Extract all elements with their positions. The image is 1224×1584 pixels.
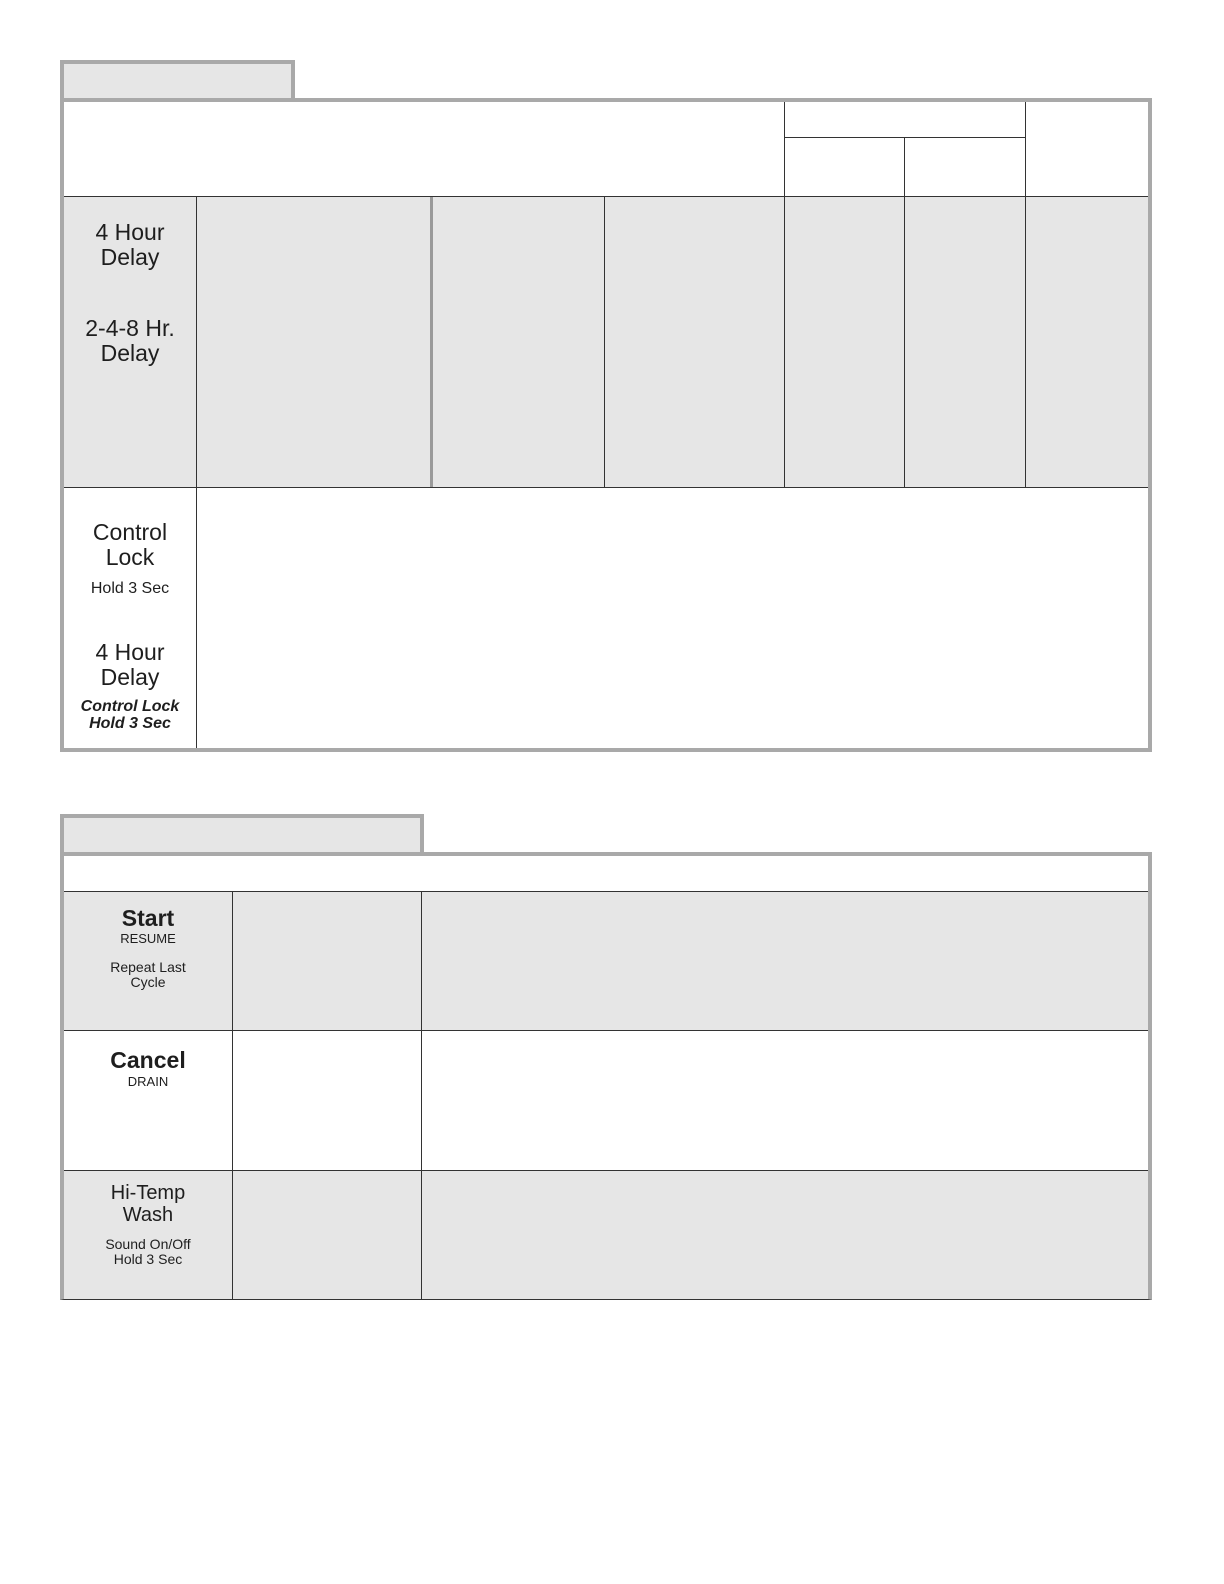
hi-temp-wash-label: Hi-Temp Wash [110,1182,186,1226]
section2-tab [60,814,424,856]
start-button-label: Start [121,905,175,931]
cancel-button-label: Cancel [110,1047,186,1073]
delay-option-alt-label: 2-4-8 Hr. Delay [85,315,175,366]
cancel-button-sub: DRAIN [127,1074,169,1089]
delay-alt-label: 4 Hour Delay [95,639,165,690]
control-lock-sub: Hold 3 Sec [90,580,170,597]
start-button-sub: RESUME [120,931,176,946]
hi-temp-wash-alt: Sound On/Off Hold 3 Sec [105,1236,191,1268]
section1-row1 [64,197,1148,487]
control-lock-label: Control Lock [92,519,168,570]
control-lock-alt-sub: Control Lock Hold 3 Sec [80,698,180,733]
section1-tab [60,60,295,102]
delay-option-label: 4 Hour Delay [95,219,165,270]
section2-row3 [64,1171,1148,1299]
section2-table [60,852,1152,1300]
section2-row1 [64,892,1148,1030]
section2-row2 [64,1031,1148,1170]
section1-table [60,98,1152,752]
section1-row2 [64,488,1148,748]
start-button-alt: Repeat Last Cycle [110,959,186,991]
